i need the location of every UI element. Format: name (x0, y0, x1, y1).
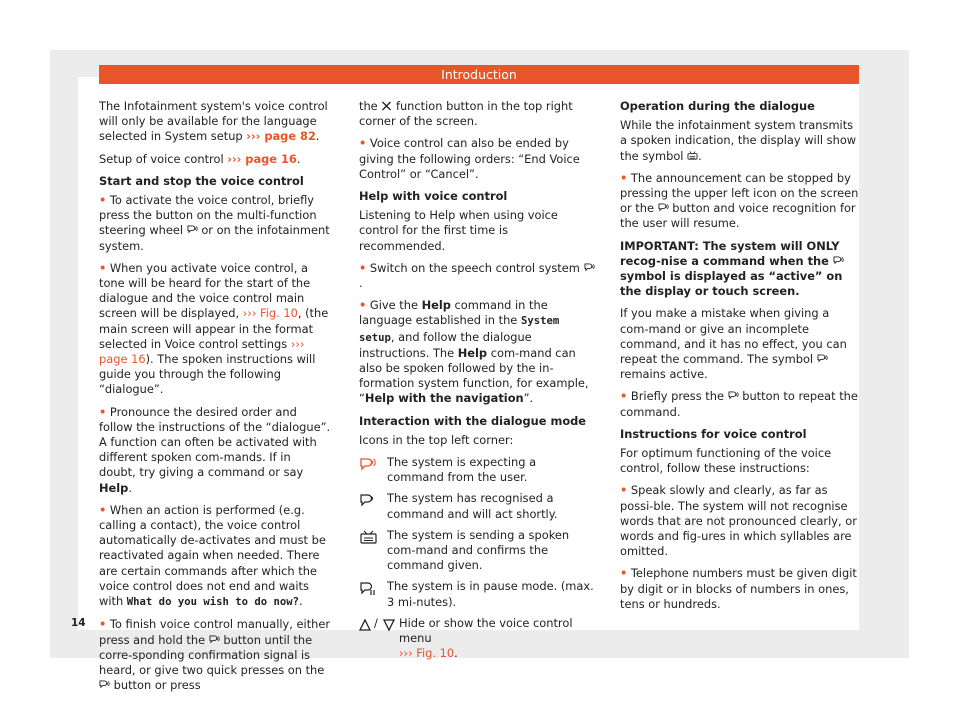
bullet-item: • When you activate voice control, a tone will be heard for the start of the dialogue and the voice control main screen will be displayed, ››› Fig. 10, (the main screen will appear in the format selected in Voice control settings ››› page 16). The spoken instructions will guide you through the following “dialogue”. (99, 260, 329, 397)
heading: Help with voice control (359, 189, 508, 204)
bullet-item: • Give the Help command in the language established in the System setup, and follow the dialogue instructions. The Help com-mand can also be spoken followed by the in-formation system function, for example, “Help with the navigation”. (359, 298, 589, 406)
close-icon (381, 101, 392, 111)
recognised-icon (359, 493, 381, 509)
paragraph: Listening to Help when using voice control for the first time is recommended. (359, 208, 558, 253)
heading: Interaction with the dialogue mode (359, 413, 587, 428)
voice-active-icon (359, 457, 381, 473)
paragraph: If you make a mistake when giving a com-mand or give an incomplete command, and it has no effect, you can repeat the command. The symbol remains active. (620, 306, 847, 382)
icon-row (359, 491, 596, 521)
icon-description: The system is expecting a command from the user. (387, 455, 537, 485)
paragraph: Icons in the top left corner: (359, 432, 514, 447)
paragraph: The Infotainment system's voice control will only be available for the language selected in System setup ››› page 82. (99, 99, 328, 144)
column-3 (620, 99, 860, 619)
icon-description: The system is in pause mode. (max. 3 mi-nutes). (387, 579, 594, 609)
paragraph: the function button in the top right corner of the screen. (359, 99, 573, 129)
figure-link[interactable]: ››› Fig. 10 (242, 306, 298, 321)
icon-description: The system is sending a spoken com-mand and confirms the command given. (387, 527, 570, 573)
voice-icon (209, 635, 220, 645)
page-link[interactable]: ››› page 16 (227, 151, 297, 166)
page-link[interactable]: ››› page 82 (246, 129, 316, 144)
pause-icon (359, 581, 381, 597)
voice-icon (817, 354, 828, 364)
bullet-item: • The announcement can be stopped by pressing the upper left icon on the screen or the button and voice recognition for the user will resume. (620, 170, 859, 231)
menu-toggle-icons (359, 615, 399, 634)
page-link[interactable]: ››› page 16 (99, 336, 305, 367)
heading: Operation during the dialogue (620, 99, 815, 113)
voice-icon (187, 225, 198, 235)
voice-icon (833, 256, 844, 266)
bullet-item: • Voice control can also be ended by giving the following orders: “End Voice Control” or “Cancel”. (359, 136, 580, 181)
heading: Start and stop the voice control (99, 173, 304, 188)
page-number: 14 (71, 617, 86, 629)
heading: Instructions for voice control (620, 426, 807, 441)
bullet-item: • Speak slowly and clearly, as far as possi-ble. The system will not recognise words that are not pronounced clearly, or words and fig-ures in which syllables are omitted. (620, 483, 857, 559)
bullet-item: • Telephone numbers must be given digit by digit or in blocks of numbers in ones, tens or hundreds. (620, 566, 857, 611)
bullet-item: • Briefly press the button to repeat the command. (620, 389, 858, 419)
icon-description: Hide or show the voice control menu (399, 615, 573, 646)
bullet-item: • Switch on the speech control system . (359, 261, 596, 291)
icon-row: / Hide or show the voice control menu ››› Fig. 10. (359, 616, 596, 662)
icon-row (359, 528, 596, 574)
sending-icon (359, 530, 381, 546)
bullet-item: • When an action is performed (e.g. calling a contact), the voice control automatically de-activates and must be reactivated again when needed. There are certain commands after which the voice control does not end and waits with What do you wish to do now?. (99, 502, 326, 609)
sending-icon (687, 151, 698, 161)
paragraph: Setup of voice control ››› page 16. (99, 151, 301, 166)
icon-separator: / (374, 615, 378, 630)
icon-description: The system has recognised a command and will act shortly. (387, 491, 558, 521)
voice-icon (99, 680, 110, 690)
bullet-item: • To activate the voice control, briefly press the button on the multi-function steering wheel or on the infotainment system. (99, 193, 330, 253)
bullet-item: • To finish voice control manually, either press and hold the button until the corre-sponding confirmation signal is heard, or give two quick presses on the button or press (99, 617, 331, 693)
icon-row (359, 579, 596, 609)
important-note: IMPORTANT: The system will ONLY recog-nise a command when the symbol is displayed as “active” on the display or touch screen. (620, 238, 843, 299)
column-2 (359, 99, 596, 668)
voice-icon (584, 263, 595, 273)
paragraph: For optimum functioning of the voice control, follow these instructions: (620, 446, 832, 476)
voice-icon (728, 391, 739, 401)
section-header: Introduction (99, 65, 859, 84)
icon-row (359, 455, 596, 485)
bullet-item: • Pronounce the desired order and follow the instructions of the “dialogue”. A function can often be activated with different spoken com-mands. If in doubt, try giving a command or say Help. (99, 404, 331, 495)
paragraph: While the infotainment system transmits a spoken indication, the display will show the symbol . (620, 118, 857, 163)
figure-link[interactable]: ››› Fig. 10 (399, 646, 455, 661)
column-1 (99, 99, 331, 700)
voice-icon (658, 203, 669, 213)
